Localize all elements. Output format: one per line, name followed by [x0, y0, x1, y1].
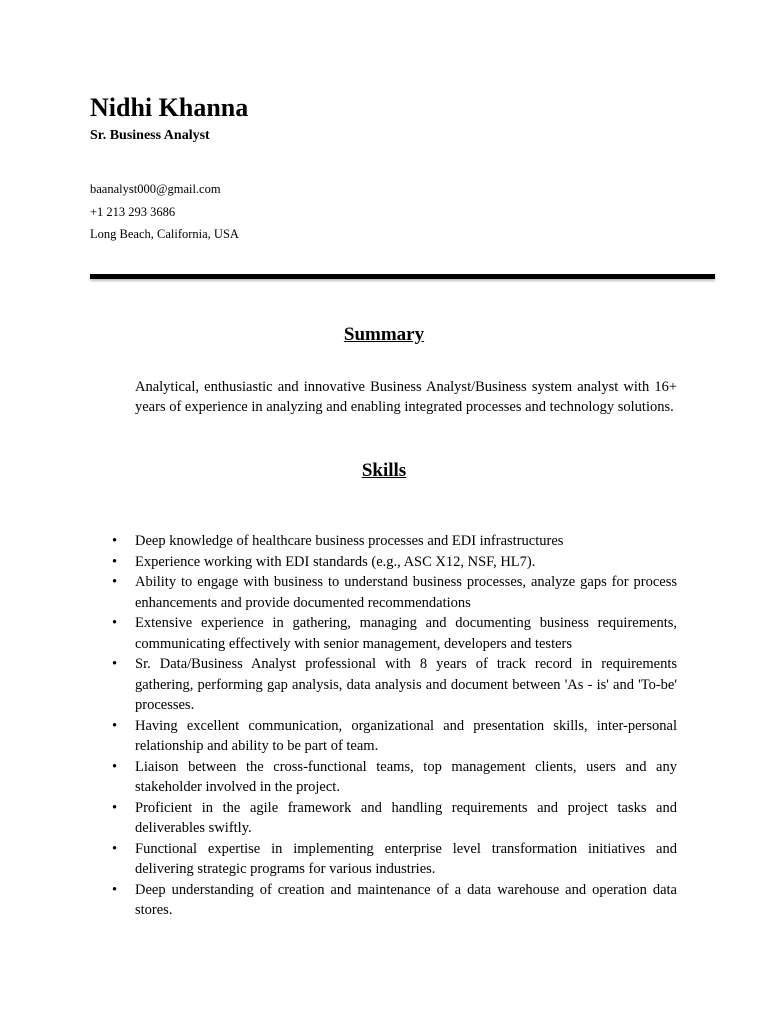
header-divider	[90, 274, 715, 279]
contact-phone: +1 213 293 3686	[90, 204, 176, 219]
bullet-icon: •	[112, 840, 118, 857]
bullet-icon: •	[112, 615, 118, 631]
candidate-name: Nidhi Khanna	[90, 93, 249, 122]
summary-text: Analytical, enthusiastic and innovative Business Analyst/Business system analyst with 16+ years of experience in analyzing and enabling integrated processes and technology solutions.	[135, 379, 677, 416]
skill-text: Liaison between the cross-functional teams, top management clients, users and any stakeholder involved in the project.	[135, 758, 677, 795]
skills-heading: Skills	[361, 460, 407, 481]
bullet-icon: •	[112, 717, 118, 734]
skill-item	[0, 613, 677, 654]
skill-item	[0, 839, 677, 880]
skill-item	[0, 880, 677, 921]
bullet-icon: •	[112, 656, 118, 672]
skill-text: Deep understanding of creation and maintenance of a data warehouse and operation data stores.	[135, 881, 677, 918]
contact-info	[90, 178, 239, 246]
bullet-icon: •	[112, 533, 118, 549]
skill-text: Sr. Data/Business Analyst professional with 8 years of track record in requirements gathering, performing gap analysis, data analysis and document between 'As - is' and 'To-be' processes.	[135, 656, 677, 713]
skill-text: Ability to engage with business to understand business processes, analyze gaps for process enhancements and provide documented recommendations	[135, 574, 677, 611]
skill-item	[0, 757, 677, 798]
skill-item	[0, 654, 677, 716]
bullet-icon: •	[112, 553, 118, 570]
contact-email: baanalyst000@gmail.com	[90, 182, 221, 196]
skill-item	[0, 552, 677, 573]
skill-item	[0, 572, 677, 613]
skill-item	[0, 798, 677, 839]
bullet-icon: •	[112, 758, 118, 775]
contact-location: Long Beach, California, USA	[90, 227, 239, 241]
job-title: Sr. Business Analyst	[90, 128, 210, 143]
skill-text: Proficient in the agile framework and handling requirements and project tasks and deliverables swiftly.	[135, 799, 677, 836]
skills-list	[0, 531, 768, 921]
summary-heading: Summary	[343, 324, 425, 345]
bullet-icon: •	[112, 799, 118, 816]
bullet-icon: •	[112, 574, 118, 590]
skill-text: Deep knowledge of healthcare business processes and EDI infrastructures	[135, 533, 564, 549]
bullet-icon: •	[112, 881, 118, 898]
skill-item	[0, 716, 677, 757]
skill-text: Experience working with EDI standards (e.g., ASC X12, NSF, HL7).	[135, 553, 536, 570]
skill-text: Functional expertise in implementing enterprise level transformation initiatives and delivering strategic programs for various industries.	[135, 840, 677, 877]
skill-item	[0, 531, 677, 552]
skill-text: Having excellent communication, organizational and presentation skills, inter-personal relationship and ability to be part of team.	[135, 717, 677, 754]
skill-text: Extensive experience in gathering, managing and documenting business requirements, communicating effectively with senior management, developers and testers	[135, 615, 677, 652]
